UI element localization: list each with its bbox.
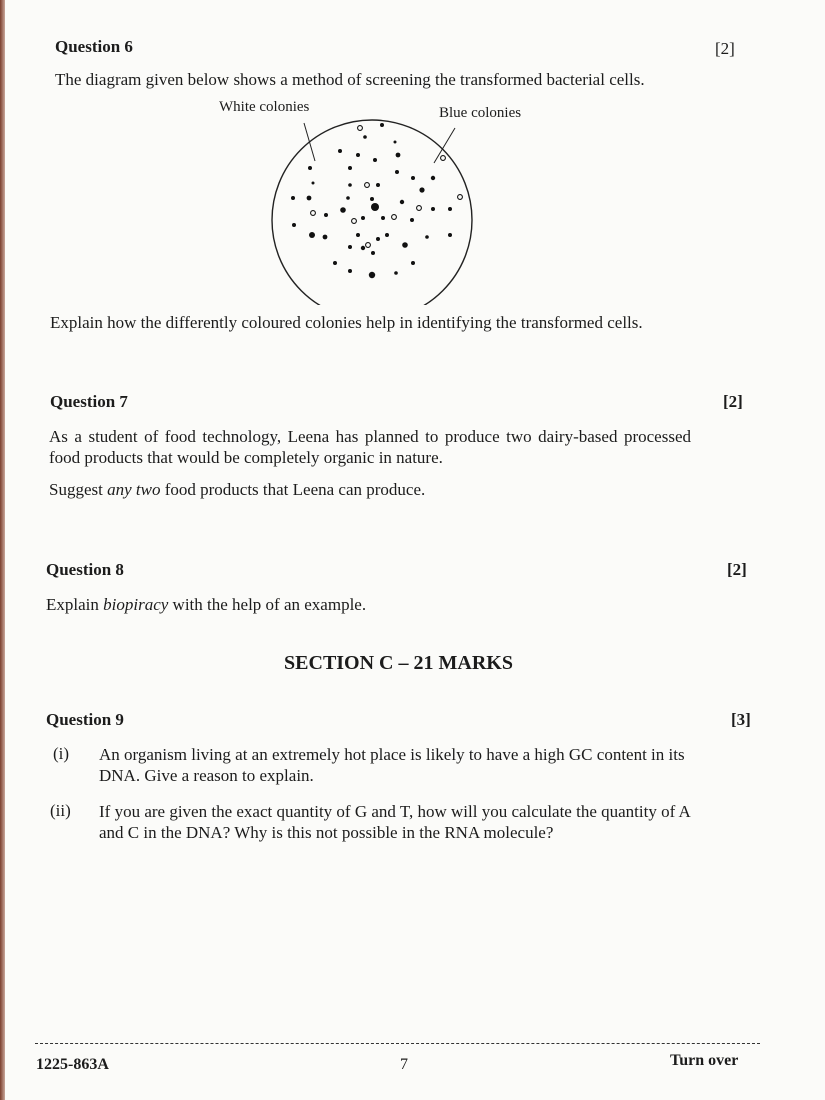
blue-colony	[410, 218, 414, 222]
blue-colony	[431, 176, 435, 180]
blue-colony	[356, 233, 360, 237]
blue-colony	[431, 207, 435, 211]
blue-colony	[346, 196, 350, 200]
blue-colony	[385, 233, 389, 237]
blue-colony	[307, 196, 312, 201]
blue-colony	[333, 261, 337, 265]
question-7-suggest: Suggest any two food products that Leena can produce.	[49, 480, 426, 499]
blue-colony	[340, 207, 346, 213]
question-9-marks: [3]	[731, 710, 751, 729]
section-c-heading: SECTION C – 21 MARKS	[284, 652, 513, 674]
blue-colony	[373, 158, 377, 162]
question-9-item-number: (i)	[53, 744, 70, 763]
blue-colony	[371, 203, 379, 211]
question-8-title: Question 8	[46, 560, 124, 579]
white-colonies	[311, 126, 463, 248]
blue-colony	[308, 166, 312, 170]
blue-colony	[448, 207, 452, 211]
label-blue-colonies: Blue colonies	[439, 105, 522, 121]
page-edge-shadow	[0, 0, 5, 1100]
question-9-title: Question 9	[46, 710, 124, 729]
blue-colony	[394, 141, 397, 144]
blue-colony	[381, 216, 385, 220]
blue-colony	[292, 223, 296, 227]
blue-colony	[370, 197, 374, 201]
question-8-text: Explain biopiracy with the help of an example.	[46, 595, 367, 614]
blue-colony	[395, 170, 399, 174]
question-9-item-text: If you are given the exact quantity of G and T, how will you calculate the quantity of A and C in the DNA? Why is this not possible in the RNA molecule?	[99, 802, 690, 842]
blue-colony	[411, 261, 415, 265]
blue-colony	[312, 182, 315, 185]
blue-colony	[324, 213, 328, 217]
white-colony	[365, 183, 370, 188]
white-pointer-line	[304, 123, 315, 161]
question-6-marks: [2]	[715, 39, 735, 58]
white-colony	[352, 219, 357, 224]
blue-colony	[338, 149, 342, 153]
blue-colony	[348, 245, 352, 249]
blue-colony	[371, 251, 375, 255]
white-colony	[358, 126, 363, 131]
blue-colony	[291, 196, 295, 200]
question-9-item-text: An organism living at an extremely hot place is likely to have a high GC content in its DNA. Give a reason to explain.	[99, 745, 685, 785]
question-7-text: As a student of food technology, Leena has planned to produce two dairy-based processed food products that would be completely organic in nature.	[49, 427, 691, 467]
turn-over: Turn over	[670, 1052, 739, 1069]
blue-colony	[396, 153, 401, 158]
blue-colony	[411, 176, 415, 180]
blue-colony	[419, 187, 424, 192]
blue-colony	[369, 272, 375, 278]
question-6-intro: The diagram given below shows a method of screening the transformed bacterial cells.	[55, 70, 645, 89]
label-white-colonies: White colonies	[219, 99, 310, 115]
blue-colony	[348, 183, 352, 187]
blue-colony	[376, 183, 380, 187]
white-colony	[392, 215, 397, 220]
blue-colony	[356, 153, 360, 157]
blue-colony	[376, 237, 380, 241]
white-colony	[366, 243, 371, 248]
question-8-marks: [2]	[727, 560, 747, 579]
blue-colony	[363, 135, 367, 139]
blue-colony	[400, 200, 404, 204]
white-colony	[311, 211, 316, 216]
blue-colony	[348, 269, 352, 273]
white-colony	[441, 156, 446, 161]
blue-colony	[323, 235, 328, 240]
blue-colony	[394, 271, 398, 275]
question-6-title: Question 6	[55, 37, 133, 56]
petri-dish-svg	[200, 95, 560, 305]
question-7-marks: [2]	[723, 392, 743, 411]
white-colony	[458, 195, 463, 200]
blue-colony	[380, 123, 384, 127]
blue-colony	[402, 242, 408, 248]
blue-colony	[309, 232, 315, 238]
question-6-task: Explain how the differently coloured colonies help in identifying the transformed cells.	[50, 313, 643, 332]
blue-colony	[448, 233, 452, 237]
question-7-title: Question 7	[50, 392, 128, 411]
blue-colony	[361, 246, 365, 250]
blue-colony	[348, 166, 352, 170]
white-colony	[417, 206, 422, 211]
petri-dish-diagram	[200, 95, 560, 305]
footer-divider	[35, 1043, 760, 1044]
question-9-item-number: (ii)	[50, 801, 71, 820]
blue-colony	[425, 235, 429, 239]
blue-colony	[361, 216, 365, 220]
page-number: 7	[400, 1056, 408, 1073]
paper-code: 1225-863A	[36, 1056, 109, 1073]
blue-colonies	[291, 123, 452, 278]
